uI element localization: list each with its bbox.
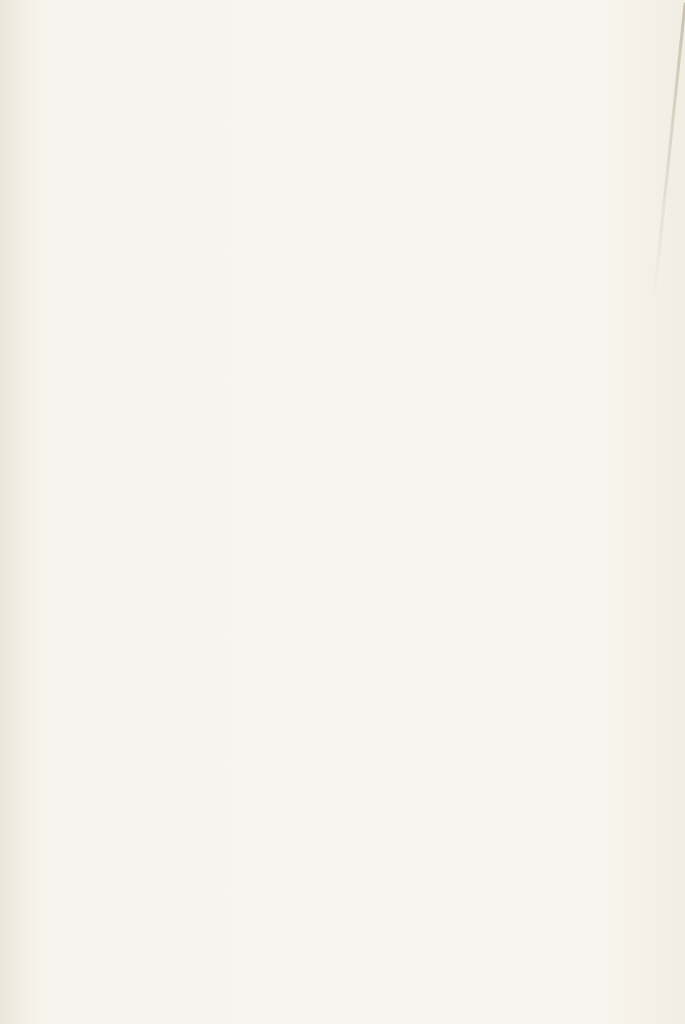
- page-edge-shadow: [652, 3, 685, 302]
- music-example-1: [90, 322, 620, 402]
